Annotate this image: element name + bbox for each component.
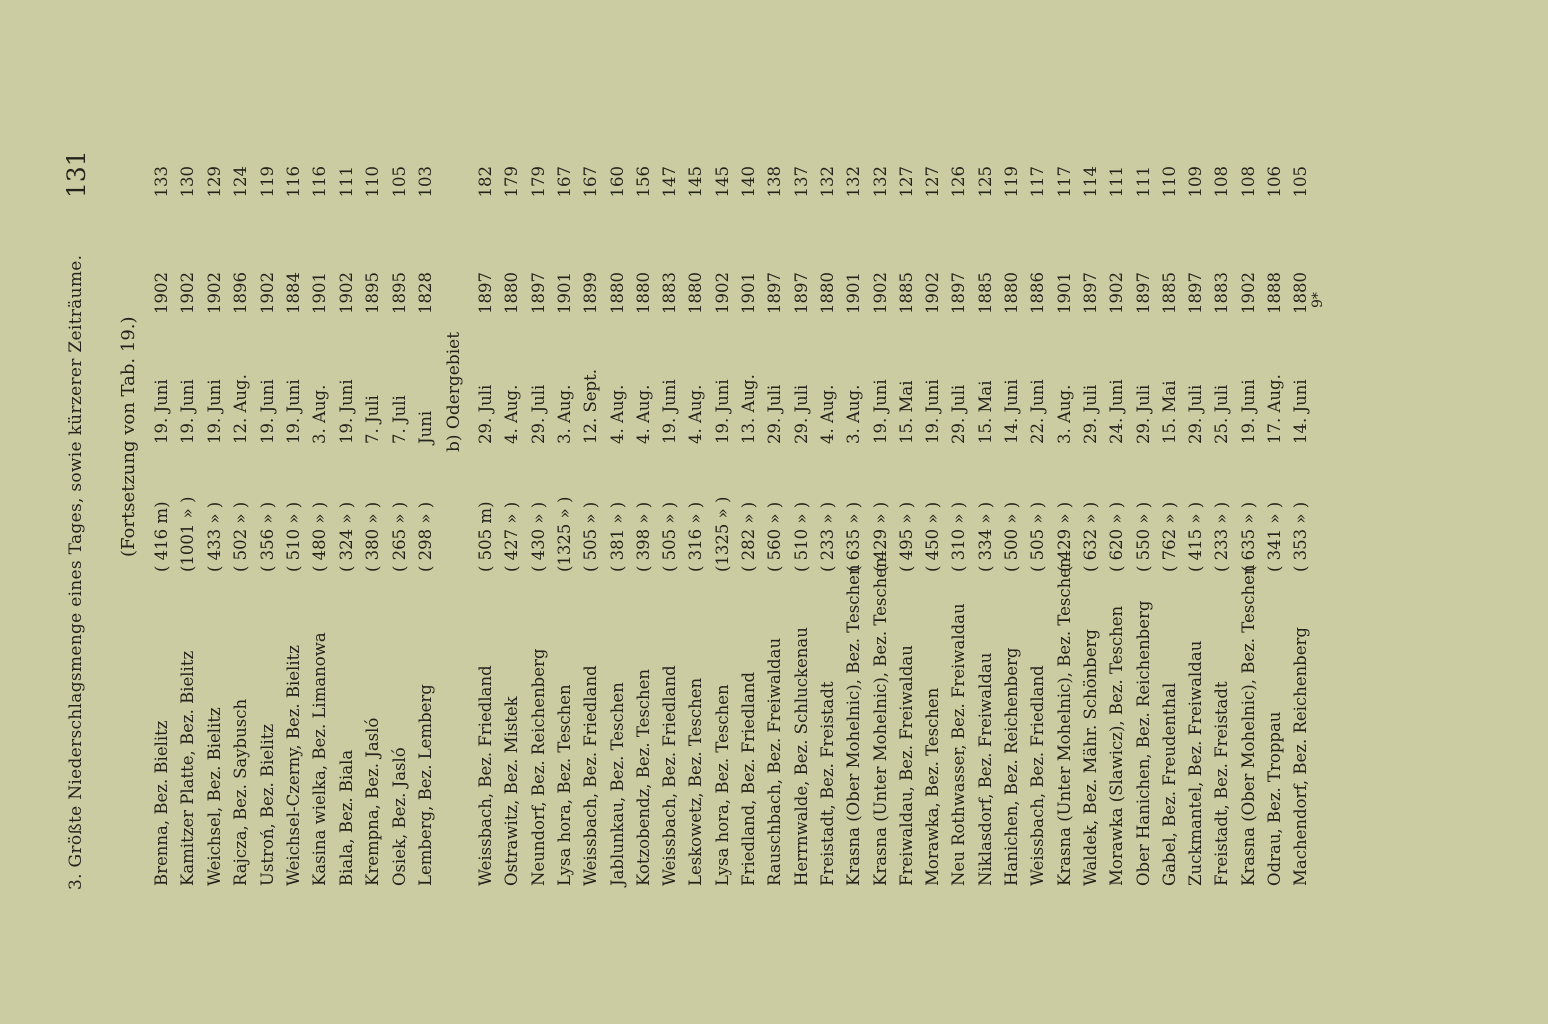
date: 15. Mai — [1159, 380, 1179, 444]
elevation: ( 502 » ) — [231, 501, 251, 572]
elevation: ( 429 » ) — [870, 501, 890, 572]
table-row — [1105, 0, 1129, 1024]
year: 1884 — [284, 272, 303, 314]
table-row — [1158, 0, 1182, 1024]
date: 19. Juni — [178, 379, 198, 444]
table-row — [632, 0, 656, 1024]
station-name: Weissbach, Bez. Friedland — [1028, 665, 1048, 886]
date: 3. Aug. — [844, 384, 864, 444]
table-row — [790, 0, 814, 1024]
date: 22. Juni — [1028, 379, 1048, 444]
elevation: ( 505 m) — [476, 501, 495, 572]
elevation: ( 450 » ) — [923, 501, 943, 572]
elevation: ( 233 » ) — [1212, 501, 1232, 572]
precipitation-value: 105 — [1291, 166, 1311, 198]
precipitation-value: 179 — [502, 166, 522, 198]
elevation: (1325 » ) — [712, 496, 732, 572]
date: 29. Juli — [1133, 384, 1153, 444]
date: 14. Juni — [1002, 379, 1021, 444]
year: 1901 — [739, 272, 758, 314]
elevation: ( 510 » ) — [791, 501, 811, 572]
elevation: ( 560 » ) — [765, 501, 785, 572]
station-name: Krasna (Ober Mohelnic), Bez. Teschen — [1238, 564, 1258, 886]
date: 3. Aug. — [1054, 384, 1074, 444]
elevation: ( 233 » ) — [817, 501, 837, 572]
station-name: Odrau, Bez. Troppau — [1265, 711, 1284, 886]
precipitation-value: 167 — [554, 166, 574, 198]
precipitation-value: 110 — [363, 166, 383, 198]
elevation: ( 416 m) — [152, 501, 171, 572]
station-name: Neu Rothwasser, Bez. Freiwaldau — [949, 603, 969, 886]
elevation: ( 505 » ) — [581, 501, 601, 572]
year: 1902 — [257, 272, 277, 314]
precipitation-value: 117 — [1028, 166, 1048, 198]
date: 19. Juni — [284, 379, 303, 444]
year: 1896 — [231, 272, 251, 314]
date: 3. Aug. — [310, 384, 330, 444]
elevation: ( 620 » ) — [1107, 501, 1127, 572]
precipitation-value: 133 — [152, 166, 171, 198]
precipitation-value: 111 — [336, 166, 356, 198]
year: 1895 — [363, 272, 383, 314]
elevation: ( 433 » ) — [204, 501, 224, 572]
precipitation-value: 167 — [581, 166, 601, 198]
table-row — [1079, 0, 1103, 1024]
date: 7. Juli — [363, 395, 383, 444]
table-row — [1210, 0, 1234, 1024]
date: 19. Juni — [712, 379, 732, 444]
year: 1901 — [554, 272, 574, 314]
station-name: Machendorf, Bez. Reichenberg — [1291, 627, 1311, 886]
date: 19. Juni — [870, 379, 890, 444]
year: 1897 — [476, 272, 495, 314]
date: 15. Mai — [975, 380, 995, 444]
table-row — [869, 0, 893, 1024]
table-row — [1132, 0, 1156, 1024]
year: 1902 — [152, 272, 171, 314]
date: 19. Juni — [336, 379, 356, 444]
table-row — [816, 0, 840, 1024]
precipitation-value: 179 — [528, 166, 548, 198]
station-name: Lemberg, Bez. Lemberg — [416, 684, 435, 886]
precipitation-value: 116 — [284, 166, 303, 198]
year: 1880 — [1002, 272, 1021, 314]
station-name: Neundorf, Bez. Reichenberg — [528, 648, 548, 886]
precipitation-value: 132 — [870, 166, 890, 198]
station-name: Morawka (Slawicz), Bez. Teschen — [1107, 605, 1127, 886]
elevation: ( 380 » ) — [363, 501, 383, 572]
year: 1895 — [389, 272, 409, 314]
precipitation-value: 156 — [633, 166, 653, 198]
elevation: ( 635 » ) — [1238, 501, 1258, 572]
precipitation-value: 109 — [1186, 166, 1206, 198]
date: 12. Aug. — [231, 374, 251, 444]
year: 1897 — [528, 272, 548, 314]
year: 1899 — [581, 272, 601, 314]
year: 1880 — [607, 272, 627, 314]
station-name: Lysa hora, Bez. Teschen — [712, 684, 732, 886]
table-row — [895, 0, 919, 1024]
table-row — [150, 0, 174, 1024]
elevation: ( 429 » ) — [1054, 501, 1074, 572]
elevation: ( 334 » ) — [975, 501, 995, 572]
table-row — [229, 0, 253, 1024]
table-row — [579, 0, 603, 1024]
station-name: Friedland, Bez. Friedland — [739, 671, 758, 886]
station-name: Kotzobendz, Bez. Teschen — [633, 668, 653, 886]
table-row — [1289, 0, 1313, 1024]
station-name: Niklasdorf, Bez. Freiwaldau — [975, 652, 995, 886]
station-name: Krasna (Unter Mohelnic), Bez. Teschen — [1054, 557, 1074, 886]
elevation: ( 495 » ) — [896, 501, 916, 572]
year: 1883 — [1212, 272, 1232, 314]
precipitation-value: 108 — [1238, 166, 1258, 198]
precipitation-value: 114 — [1080, 166, 1100, 198]
table-row — [921, 0, 945, 1024]
station-name: Ober Hanichen, Bez. Reichenberg — [1133, 600, 1153, 886]
precipitation-value: 103 — [416, 166, 435, 198]
elevation: ( 298 » ) — [416, 501, 435, 572]
station-name: Brenna, Bez. Bielitz — [152, 720, 171, 886]
date: 17. Aug. — [1265, 374, 1284, 444]
year: 1902 — [178, 272, 198, 314]
date: 29. Juli — [1186, 384, 1206, 444]
date: 4. Aug. — [817, 384, 837, 444]
year: 1897 — [1080, 272, 1100, 314]
elevation: ( 265 » ) — [389, 501, 409, 572]
year: 1901 — [1054, 272, 1074, 314]
station-name: Kamitzer Platte, Bez. Bielitz — [178, 650, 198, 886]
date: 29. Juli — [528, 384, 548, 444]
table-row — [1184, 0, 1208, 1024]
date: 3. Aug. — [554, 384, 574, 444]
elevation: ( 316 » ) — [686, 501, 706, 572]
table-row — [553, 0, 577, 1024]
station-name: Hanichen, Bez. Reichenberg — [1002, 647, 1021, 886]
precipitation-value: 119 — [1002, 166, 1021, 198]
table-row — [711, 0, 735, 1024]
station-name: Ostrawitz, Bez. Mistek — [502, 696, 522, 886]
table-row — [947, 0, 971, 1024]
precipitation-value: 132 — [844, 166, 864, 198]
table-subtitle: (Fortsetzung von Tab. 19.) — [118, 316, 139, 557]
station-name: Freistadt, Bez. Freistadt — [1212, 681, 1232, 886]
precipitation-value: 138 — [765, 166, 785, 198]
precipitation-value: 129 — [204, 166, 224, 198]
elevation: ( 505 » ) — [660, 501, 680, 572]
elevation: (1001 » ) — [178, 496, 198, 572]
date: 19. Juni — [1238, 379, 1258, 444]
date: 19. Juni — [152, 379, 171, 444]
date: 29. Juli — [765, 384, 785, 444]
station-name: Ustroń, Bez. Bielitz — [257, 723, 277, 886]
section-heading: b) Odergebiet — [444, 331, 464, 452]
precipitation-value: 125 — [975, 166, 995, 198]
elevation: ( 632 » ) — [1080, 501, 1100, 572]
table-row — [763, 0, 787, 1024]
date: 29. Juli — [949, 384, 969, 444]
table-row — [474, 0, 498, 1024]
station-name: Herrnwalde, Bez. Schluckenau — [791, 627, 811, 886]
date: 13. Aug. — [739, 374, 758, 444]
page-number: 131 — [62, 150, 91, 198]
year: 1883 — [660, 272, 680, 314]
date: 12. Sept. — [581, 369, 601, 444]
table-row — [684, 0, 708, 1024]
year: 1901 — [310, 272, 330, 314]
table-row — [974, 0, 998, 1024]
elevation: ( 324 » ) — [336, 501, 356, 572]
precipitation-value: 130 — [178, 166, 198, 198]
year: 1880 — [502, 272, 522, 314]
elevation: ( 430 » ) — [528, 501, 548, 572]
table-row — [737, 0, 761, 1024]
table-row — [500, 0, 524, 1024]
station-name: Jablunkau, Bez. Teschen — [607, 682, 627, 886]
station-name: Krasna (Unter Mohelnic), Bez. Teschen — [870, 557, 890, 886]
year: 1880 — [633, 272, 653, 314]
date: 4. Aug. — [502, 384, 522, 444]
year: 1901 — [844, 272, 864, 314]
precipitation-value: 145 — [712, 166, 732, 198]
date: 14. Juni — [1291, 379, 1311, 444]
station-name: Lysa hora, Bez. Teschen — [554, 684, 574, 886]
date: Juni — [416, 410, 435, 444]
precipitation-value: 127 — [923, 166, 943, 198]
precipitation-value: 119 — [257, 166, 277, 198]
year: 1897 — [765, 272, 785, 314]
date: 4. Aug. — [686, 384, 706, 444]
precipitation-value: 111 — [1133, 166, 1153, 198]
table-row — [388, 0, 412, 1024]
precipitation-value: 108 — [1212, 166, 1232, 198]
year: 1885 — [1159, 272, 1179, 314]
precipitation-value: 117 — [1054, 166, 1074, 198]
elevation: ( 505 » ) — [1028, 501, 1048, 572]
year: 1880 — [817, 272, 837, 314]
table-row — [1026, 0, 1050, 1024]
station-name: Zuckmantel, Bez. Freiwaldau — [1186, 640, 1206, 886]
date: 19. Juni — [660, 379, 680, 444]
station-name: Leskowetz, Bez. Teschen — [686, 677, 706, 886]
date: 15. Mai — [896, 380, 916, 444]
precipitation-value: 110 — [1159, 166, 1179, 198]
year: 1902 — [923, 272, 943, 314]
elevation: ( 353 » ) — [1291, 501, 1311, 572]
table-row — [335, 0, 359, 1024]
signature-mark: 9* — [1310, 292, 1326, 308]
date: 29. Juli — [1080, 384, 1100, 444]
table-row — [308, 0, 332, 1024]
station-name: Weichsel, Bez. Bielitz — [204, 707, 224, 886]
table-row — [361, 0, 385, 1024]
year: 1902 — [204, 272, 224, 314]
year: 1885 — [896, 272, 916, 314]
station-name: Freistadt, Bez. Freistadt — [817, 681, 837, 886]
precipitation-value: 127 — [896, 166, 916, 198]
table-row — [527, 0, 551, 1024]
elevation: ( 635 » ) — [844, 501, 864, 572]
station-name: Krempna, Bez. Jasló — [363, 717, 383, 886]
table-row — [282, 0, 306, 1024]
precipitation-value: 145 — [686, 166, 706, 198]
year: 1885 — [975, 272, 995, 314]
elevation: ( 381 » ) — [607, 501, 627, 572]
year: 1902 — [712, 272, 732, 314]
page-title: 3. Größte Niederschlagsmenge eines Tages, sowie kürzerer Zeiträume. — [66, 254, 86, 890]
table-row — [176, 0, 200, 1024]
date: 25. Juli — [1212, 384, 1232, 444]
elevation: ( 550 » ) — [1133, 501, 1153, 572]
station-name: Gabel, Bez. Freudenthal — [1159, 682, 1179, 886]
elevation: (1325 » ) — [554, 496, 574, 572]
station-name: Waldek, Bez. Mähr. Schönberg — [1080, 629, 1100, 886]
table-row — [414, 0, 438, 1024]
elevation: ( 415 » ) — [1186, 501, 1206, 572]
precipitation-value: 111 — [1107, 166, 1127, 198]
elevation: ( 341 » ) — [1265, 501, 1284, 572]
precipitation-value: 105 — [389, 166, 409, 198]
elevation: ( 762 » ) — [1159, 501, 1179, 572]
year: 1897 — [1133, 272, 1153, 314]
elevation: ( 282 » ) — [739, 501, 758, 572]
date: 19. Juni — [204, 379, 224, 444]
year: 1880 — [1291, 272, 1311, 314]
table-row — [1263, 0, 1287, 1024]
year: 1880 — [686, 272, 706, 314]
table-row — [256, 0, 280, 1024]
date: 19. Juni — [257, 379, 277, 444]
year: 1902 — [1107, 272, 1127, 314]
table-row — [1237, 0, 1261, 1024]
table-row — [606, 0, 630, 1024]
date: 4. Aug. — [633, 384, 653, 444]
year: 1897 — [1186, 272, 1206, 314]
station-name: Kasina wielka, Bez. Limanowa — [310, 632, 330, 886]
elevation: ( 510 » ) — [284, 501, 303, 572]
station-name: Osiek, Bez. Jasló — [389, 747, 409, 886]
table-row — [1053, 0, 1077, 1024]
elevation: ( 310 » ) — [949, 501, 969, 572]
station-name: Weissbach, Bez. Friedland — [581, 665, 601, 886]
precipitation-value: 116 — [310, 166, 330, 198]
precipitation-value: 124 — [231, 166, 251, 198]
year: 1828 — [416, 272, 435, 314]
elevation: ( 398 » ) — [633, 501, 653, 572]
precipitation-value: 140 — [739, 166, 758, 198]
precipitation-value: 147 — [660, 166, 680, 198]
date: 4. Aug. — [607, 384, 627, 444]
precipitation-value: 132 — [817, 166, 837, 198]
station-name: Rajcza, Bez. Saybusch — [231, 698, 251, 886]
table-row — [203, 0, 227, 1024]
precipitation-value: 137 — [791, 166, 811, 198]
station-name: Weissbach, Bez. Friedland — [476, 665, 495, 886]
precipitation-value: 182 — [476, 166, 495, 198]
date: 19. Juni — [923, 379, 943, 444]
date: 29. Juli — [791, 384, 811, 444]
year: 1897 — [791, 272, 811, 314]
table-row — [658, 0, 682, 1024]
station-name: Weissbach, Bez. Friedland — [660, 665, 680, 886]
precipitation-value: 126 — [949, 166, 969, 198]
table-row — [842, 0, 866, 1024]
station-name: Freiwaldau, Bez. Freiwaldau — [896, 645, 916, 886]
elevation: ( 480 » ) — [310, 501, 330, 572]
year: 1897 — [949, 272, 969, 314]
year: 1886 — [1028, 272, 1048, 314]
station-name: Morawka, Bez. Teschen — [923, 687, 943, 886]
station-name: Biala, Bez. Biala — [336, 749, 356, 886]
elevation: ( 427 » ) — [502, 501, 522, 572]
year: 1902 — [336, 272, 356, 314]
date: 24. Juni — [1107, 379, 1127, 444]
station-name: Krasna (Ober Mohelnic), Bez. Teschen — [844, 564, 864, 886]
elevation: ( 356 » ) — [257, 501, 277, 572]
date: 7. Juli — [389, 395, 409, 444]
year: 1902 — [870, 272, 890, 314]
station-name: Rauschbach, Bez. Freiwaldau — [765, 637, 785, 886]
year: 1902 — [1238, 272, 1258, 314]
elevation: ( 500 » ) — [1002, 501, 1021, 572]
date: 29. Juli — [476, 384, 495, 444]
precipitation-value: 160 — [607, 166, 627, 198]
table-row — [1000, 0, 1024, 1024]
station-name: Weichsel-Czerny, Bez. Bielitz — [284, 645, 303, 886]
precipitation-value: 106 — [1265, 166, 1284, 198]
year: 1888 — [1265, 272, 1284, 314]
